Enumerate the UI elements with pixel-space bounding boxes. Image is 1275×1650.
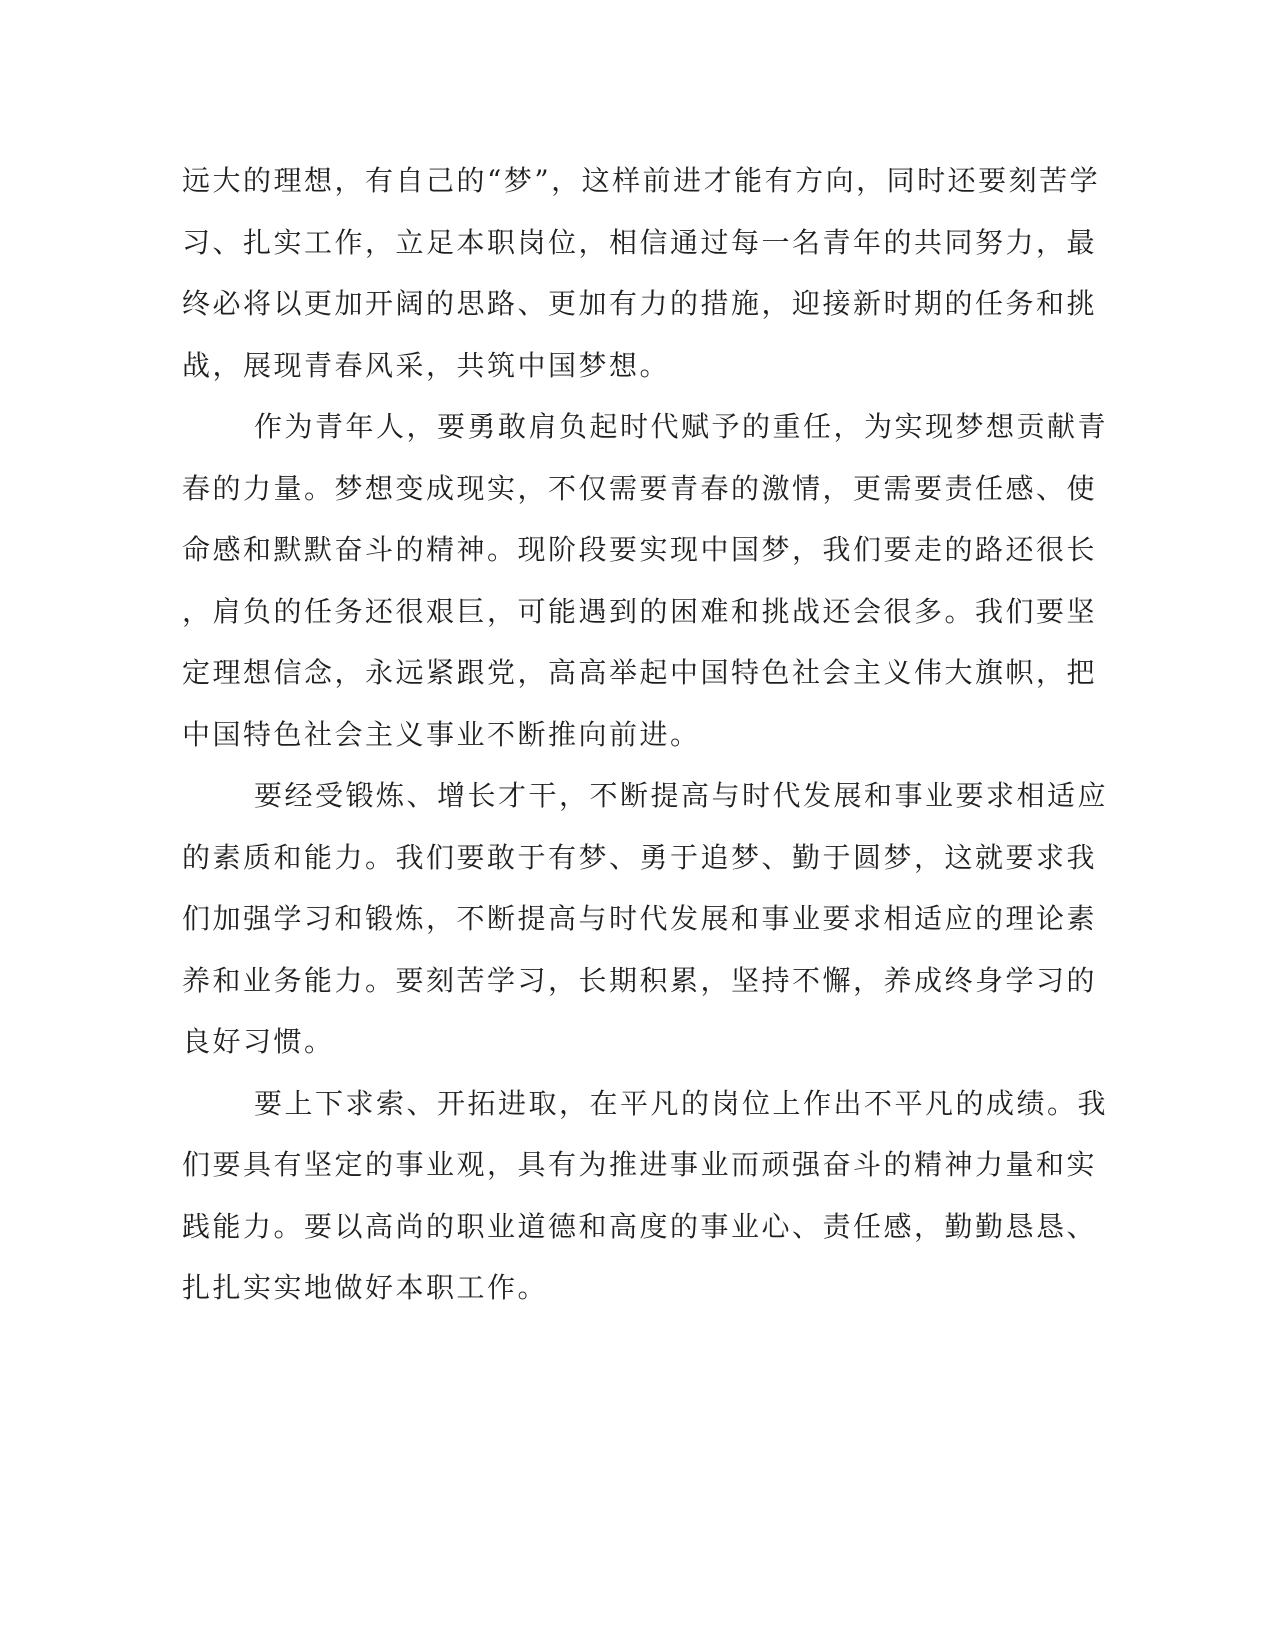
text-line: 践能力。要以高尚的职业道德和高度的事业心、责任感，勤勤恳恳、 <box>182 1209 1098 1243</box>
text-line: 远大的理想，有自己的“梦”，这样前进才能有方向，同时还要刻苦学 <box>182 164 1101 197</box>
paragraph-2 <box>182 396 1109 765</box>
paragraph-3 <box>182 765 1109 1073</box>
text-line: ，肩负的任务还很艰巨，可能遇到的困难和挑战还会很多。我们要坚 <box>182 594 1098 628</box>
document-body <box>182 150 1109 1319</box>
text-line: 终必将以更加开阔的思路、更加有力的措施，迎接新时期的任务和挑 <box>182 287 1098 320</box>
text-line: 的素质和能力。我们要敢于有梦、勇于追梦、勤于圆梦，这就要求我 <box>182 840 1098 874</box>
text-line: 命感和默默奋斗的精神。现阶段要实现中国梦，我们要走的路还很长 <box>182 533 1098 566</box>
text-line: 习、扎实工作，立足本职岗位，相信通过每一名青年的共同努力，最 <box>182 225 1098 259</box>
text-line: 们要具有坚定的事业观，具有为推进事业而顽强奋斗的精神力量和实 <box>182 1148 1098 1181</box>
paragraph-1 <box>182 150 1101 396</box>
text-line: 们加强学习和锻炼，不断提高与时代发展和事业要求相适应的理论素 <box>182 902 1098 935</box>
text-line: 春的力量。梦想变成现实，不仅需要青春的激情，更需要责任感、使 <box>182 471 1098 505</box>
paragraph-4 <box>182 1073 1109 1319</box>
text-line: 中国特色社会主义事业不断推向前进。 <box>182 717 701 751</box>
text-line: 要经受锻炼、增长才干，不断提高与时代发展和事业要求相适应 <box>254 779 1109 812</box>
text-line: 要上下求索、开拓进取，在平凡的岗位上作出不平凡的成绩。我 <box>254 1086 1109 1120</box>
text-line: 良好习惯。 <box>182 1025 335 1058</box>
text-line: 养和业务能力。要刻苦学习，长期积累，坚持不懈，养成终身学习的 <box>182 963 1098 997</box>
text-line: 扎扎实实地做好本职工作。 <box>182 1271 549 1304</box>
text-line: 定理想信念，永远紧跟党，高高举起中国特色社会主义伟大旗帜，把 <box>182 656 1098 689</box>
text-line: 作为青年人，要勇敢肩负起时代赋予的重任，为实现梦想贡献青 <box>254 410 1109 443</box>
text-line: 战，展现青春风采，共筑中国梦想。 <box>182 348 671 382</box>
